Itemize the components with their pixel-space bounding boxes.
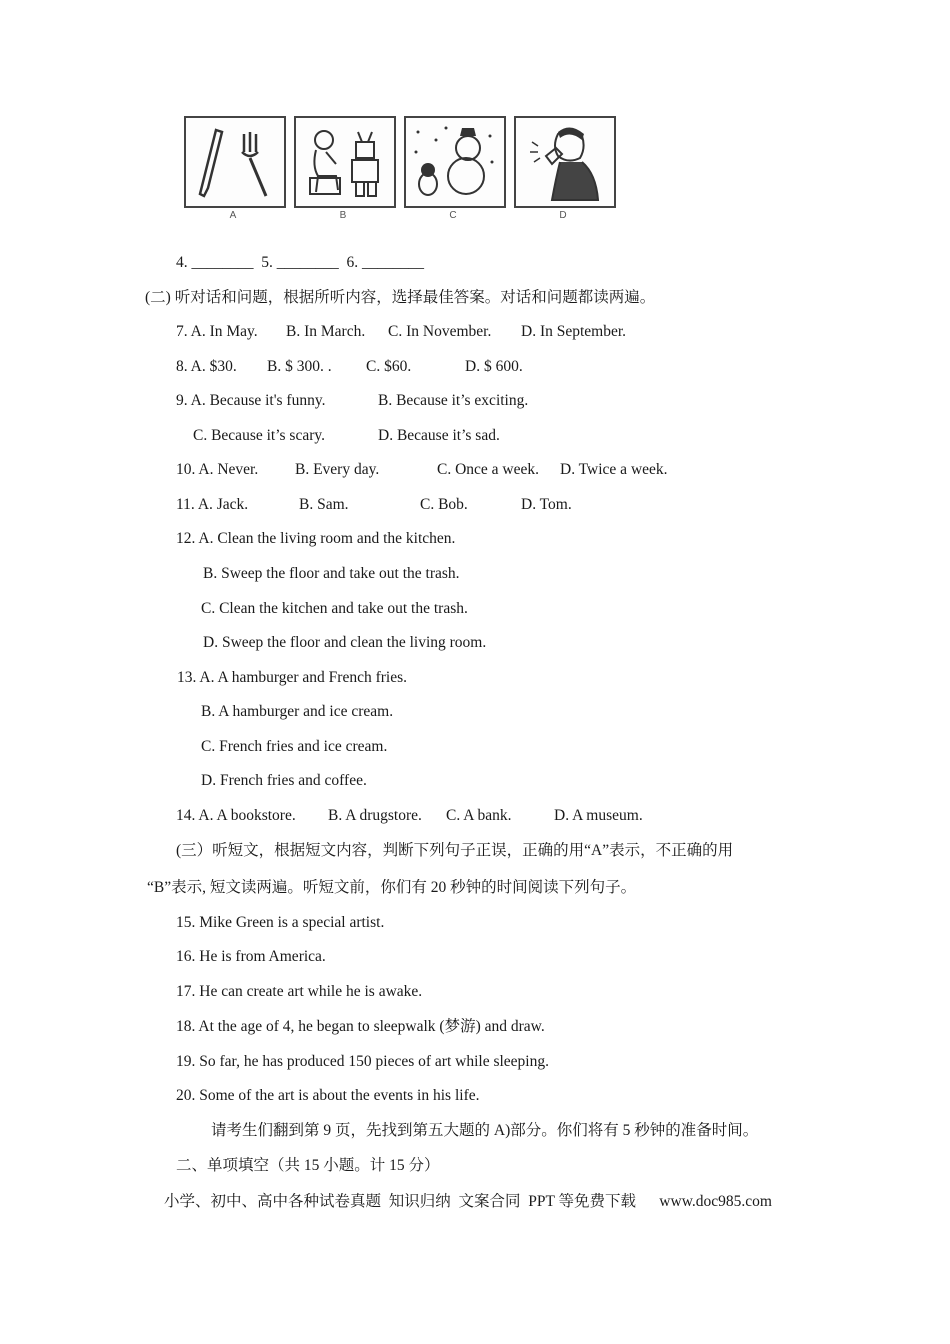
q12-option-b: B. Sweep the floor and take out the trash. [203,565,460,582]
q7-option-a: 7. A. In May. [176,323,258,340]
statement-16: 16. He is from America. [176,948,326,965]
q8-option-c: C. $60. [366,358,412,375]
q13-option-a: 13. A. A hamburger and French fries. [177,669,408,686]
picture-label-b: B [339,210,347,221]
q14-option-a: 14. A. A bookstore. [176,807,296,824]
picture-label-d: D [559,210,567,221]
q8-option-a: 8. A. $30. [176,358,237,375]
statement-18: 18. At the age of 4, he began to sleepwalk (梦游) and draw. [176,1018,545,1035]
statement-19: 19. So far, he has produced 150 pieces of art while sleeping. [176,1053,549,1070]
q11-option-b: B. Sam. [299,496,349,513]
q13-option-d: D. French fries and coffee. [201,772,367,789]
q11-option-c: C. Bob. [420,496,468,513]
answer-blanks-4-6: 4. ________ 5. ________ 6. ________ [176,254,424,271]
q7-option-c: C. In November. [388,323,492,340]
q10-option-b: B. Every day. [295,461,380,478]
knife-and-fork-icon [184,116,286,208]
snowman-and-penguin-icon [404,116,506,208]
man-sneezing-icon [514,116,616,208]
q9-option-c: C. Because it’s scary. [193,427,325,444]
q12-option-d: D. Sweep the floor and clean the living room. [203,634,487,651]
q10-option-c: C. Once a week. [437,461,539,478]
q7-option-d: D. In September. [521,323,627,340]
q9-option-a: 9. A. Because it's funny. [176,392,326,409]
part2-header: 二、单项填空（共 15 小题。计 15 分） [176,1157,440,1174]
page-turn-instruction: 请考生们翻到第 9 页，先找到第五大题的 A)部分。你们将有 5 秒钟的准备时间。 [211,1122,759,1139]
statement-15: 15. Mike Green is a special artist. [176,914,385,931]
q10-option-d: D. Twice a week. [560,461,668,478]
q14-option-b: B. A drugstore. [328,807,422,824]
picture-label-c: C [449,210,457,221]
q10-option-a: 10. A. Never. [176,461,259,478]
section3-header-line2: “B”表示, 短文读两遍。听短文前，你们有 20 秒钟的时间阅读下列句子。 [147,879,637,896]
footer-watermark: 小学、初中、高中各种试卷真题 知识归纳 文案合同 PPT 等免费下载 www.doc985.com [164,1193,772,1210]
q7-option-b: B. In March. [286,323,366,340]
picture-strip [182,112,647,230]
q12-option-a: 12. A. Clean the living room and the kitchen. [176,530,456,547]
q8-option-d: D. $ 600. [465,358,523,375]
statement-20: 20. Some of the art is about the events in his life. [176,1087,480,1104]
statement-17: 17. He can create art while he is awake. [176,983,423,1000]
picture-label-a: A [229,210,237,221]
q9-option-d: D. Because it’s sad. [378,427,500,444]
q11-option-d: D. Tom. [521,496,572,513]
q8-option-b: B. $ 300. . [267,358,332,375]
q13-option-b: B. A hamburger and ice cream. [201,703,394,720]
q11-option-a: 11. A. Jack. [176,496,249,513]
q9-option-b: B. Because it’s exciting. [378,392,529,409]
q12-option-c: C. Clean the kitchen and take out the trash. [201,600,468,617]
q13-option-c: C. French fries and ice cream. [201,738,388,755]
section2-header: (二) 听对话和问题，根据所听内容，选择最佳答案。对话和问题都读两遍。 [145,289,656,306]
section3-header-line1: (三）听短文，根据短文内容，判断下列句子正误，正确的用“A”表示，不正确的用 [176,842,734,859]
q14-option-c: C. A bank. [446,807,512,824]
person-with-robot-icon [294,116,396,208]
q14-option-d: D. A museum. [554,807,643,824]
